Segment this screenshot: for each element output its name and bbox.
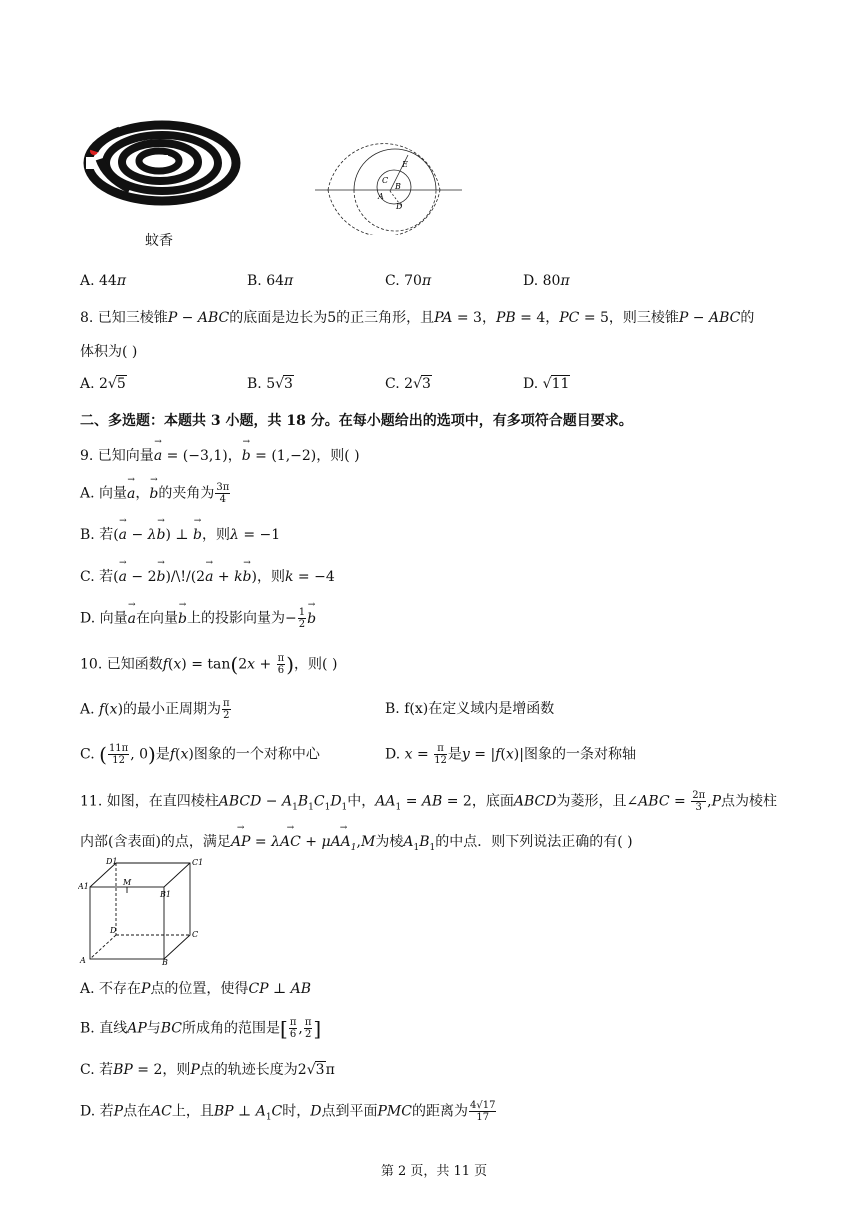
q10-stem: 10. 已知函数f(x) = tan(2x + $\frac{\pi}{6}$ )，则( ) <box>80 652 338 677</box>
prism-label-a: A <box>80 956 86 965</box>
q11-stem-line2: 内部(含表面)的点，满足→ AP = λ→ AC + $\mu\to AA_1,M$为棱$A_1B_1$的中点．则下列说法正确的有( ) <box>80 831 633 853</box>
mosquito-coil-figure <box>80 115 245 215</box>
circle-diagram-figure <box>310 125 470 235</box>
prism-figure <box>78 855 208 967</box>
prism-label-b: B <box>162 958 168 967</box>
prism-label-b1: B1 <box>160 890 171 899</box>
q8-stem-line1: 8. 已知三棱锥P − ABC的底面是边长为5的正三角形，且PA = 3，PB = 4，PC = 5，则三棱锥P − ABC的 <box>80 310 755 326</box>
circle-label-b: B <box>395 182 401 191</box>
prism-label-d1: D1 <box>106 857 118 866</box>
q8-option-d[interactable]: D. √11 <box>523 376 570 392</box>
q10-option-c[interactable]: C. ( $\frac{11\pi}{12}$ , 0)是f(x)图象的一个对称中心 <box>80 742 320 767</box>
q8-stem-line2: 体积为( ) <box>80 344 138 360</box>
q10-option-b[interactable]: B. f(x)在定义域内是增函数 <box>385 701 555 717</box>
prism-label-a1: A1 <box>78 882 89 891</box>
q9-option-b[interactable]: B. 若(→ a − λ→ b) ⊥ → b，则λ = −1 <box>80 524 280 544</box>
q9-option-a[interactable]: A. 向量→ a，→ b的夹角为 $\frac{3\pi}{4}$ <box>80 482 231 505</box>
q11-option-b[interactable]: B. 直线AP与BC所成角的范围是[ $\frac{\pi}{6}$ , $\frac{\pi}{2}$ ] <box>80 1016 322 1041</box>
circle-label-d: D <box>396 202 403 211</box>
circle-label-a: A <box>378 192 384 201</box>
prism-label-m: M <box>123 878 132 887</box>
q9-option-c[interactable]: C. 若(→ a − 2→ b)/\!/(2→ a + k→ b)，则k = −4 <box>80 566 335 586</box>
q11-option-d[interactable]: D. 若P点在AC上，且BP ⊥ $A_1C$时，D点到平面PMC的距离为 $\frac{4√17}{17}$ <box>80 1100 496 1123</box>
prism-label-d: D <box>110 926 117 935</box>
q10-option-a[interactable]: A. f(x)的最小正周期为 $\frac{\pi}{2}$ <box>80 698 230 721</box>
q9-stem: 9. 已知向量→ a = (−3,1)，→ b = (1,−2)，则( ) <box>80 445 360 465</box>
q8-option-a[interactable]: A. 2√5 <box>80 376 126 392</box>
section2-heading: 二、多选题：本题共 3 小题，共 18 分。在每小题给出的选项中，有多项符合题目要求。 <box>80 413 633 429</box>
q11-stem-line1: 11. 如图，在直四棱柱ABCD − $A_1B_1C_1D_1$中，$AA_1$ = AB = 2，底面ABCD为菱形，且∠ABC = $\frac{2\pi}{3}$ ,P点为棱柱 <box>80 790 778 813</box>
q9-option-d[interactable]: D. 向量→ a在向量→ b上的投影向量为− $\frac{1}{2}$ → b <box>80 607 316 630</box>
q11-option-a[interactable]: A. 不存在P点的位置，使得CP ⊥ AB <box>80 981 312 997</box>
q7-option-a[interactable]: A. 44π <box>80 273 127 289</box>
circle-label-e: E <box>402 160 408 169</box>
circle-label-c: C <box>382 176 389 185</box>
q7-option-d[interactable]: D. 80π <box>523 273 570 289</box>
coil-caption: 蚊香 <box>145 233 173 249</box>
q7-option-b[interactable]: B. 64π <box>247 273 294 289</box>
page-footer: 第 2 页，共 11 页 <box>380 1164 488 1179</box>
q11-option-c[interactable]: C. 若BP = 2，则P点的轨迹长度为2√3π <box>80 1062 335 1078</box>
prism-label-c: C <box>192 930 199 939</box>
q7-option-c[interactable]: C. 70π <box>385 273 432 289</box>
q8-option-c[interactable]: C. 2√3 <box>385 376 431 392</box>
q8-option-b[interactable]: B. 5√3 <box>247 376 293 392</box>
prism-label-c1: C1 <box>192 858 204 867</box>
q10-option-d[interactable]: D. x = $\frac{\pi}{12}$ 是y = |f(x)|图象的一条对称轴 <box>385 743 636 766</box>
